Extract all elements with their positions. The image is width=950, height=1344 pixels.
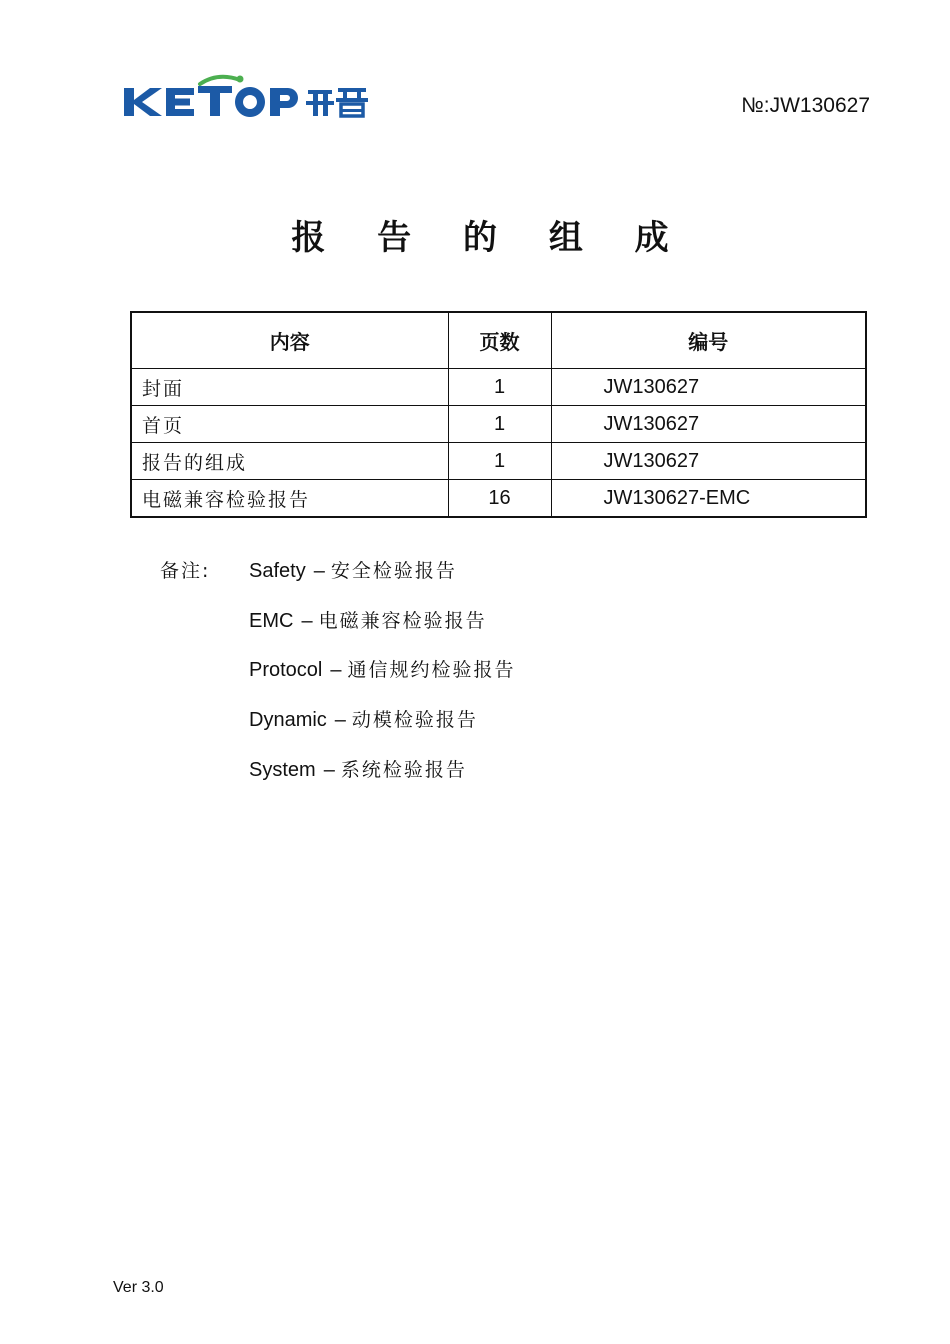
page-title: 报 告 的 组 成 bbox=[291, 218, 689, 258]
ketop-logo bbox=[122, 72, 384, 120]
note-term: Safety bbox=[249, 560, 306, 582]
notes-label: 备注: bbox=[160, 560, 211, 582]
document-number: №:JW130627 bbox=[741, 94, 870, 117]
note-item-protocol bbox=[249, 655, 516, 682]
note-description: 系统检验报告 bbox=[340, 759, 467, 781]
note-description: 通信规约检验报告 bbox=[347, 659, 516, 681]
cell-pages: 1 bbox=[448, 443, 551, 480]
note-dash: – bbox=[330, 659, 342, 681]
note-item-emc bbox=[249, 606, 487, 633]
column-header-pages: 页数 bbox=[448, 312, 551, 369]
table-row bbox=[131, 480, 866, 518]
column-header-number: 编号 bbox=[551, 312, 866, 369]
note-description: 安全检验报告 bbox=[330, 560, 457, 582]
note-item-dynamic bbox=[249, 705, 478, 732]
note-item-safety bbox=[249, 556, 457, 583]
cell-content: 封面 bbox=[131, 369, 448, 406]
note-description: 动模检验报告 bbox=[351, 709, 478, 731]
table-header-row bbox=[131, 312, 866, 369]
note-term: Protocol bbox=[249, 659, 323, 681]
cell-number: JW130627 bbox=[551, 369, 866, 406]
table-row bbox=[131, 406, 866, 443]
cell-number: JW130627-EMC bbox=[551, 480, 866, 518]
cell-content: 首页 bbox=[131, 406, 448, 443]
note-term: Dynamic bbox=[249, 709, 327, 731]
note-term: System bbox=[249, 759, 316, 781]
note-dash: – bbox=[334, 709, 346, 731]
column-header-content: 内容 bbox=[131, 312, 448, 369]
note-description: 电磁兼容检验报告 bbox=[318, 610, 487, 632]
note-item-system bbox=[249, 755, 467, 782]
cell-number: JW130627 bbox=[551, 406, 866, 443]
cell-number: JW130627 bbox=[551, 443, 866, 480]
report-composition-table bbox=[130, 311, 867, 518]
cell-pages: 1 bbox=[448, 406, 551, 443]
table-row bbox=[131, 443, 866, 480]
note-dash: – bbox=[301, 610, 313, 632]
cell-content: 电磁兼容检验报告 bbox=[131, 480, 448, 518]
note-dash: – bbox=[313, 560, 325, 582]
cell-content: 报告的组成 bbox=[131, 443, 448, 480]
note-dash: – bbox=[323, 759, 335, 781]
cell-pages: 16 bbox=[448, 480, 551, 518]
note-term: EMC bbox=[249, 610, 294, 632]
table-row bbox=[131, 369, 866, 406]
cell-pages: 1 bbox=[448, 369, 551, 406]
version-label: Ver 3.0 bbox=[113, 1279, 164, 1296]
